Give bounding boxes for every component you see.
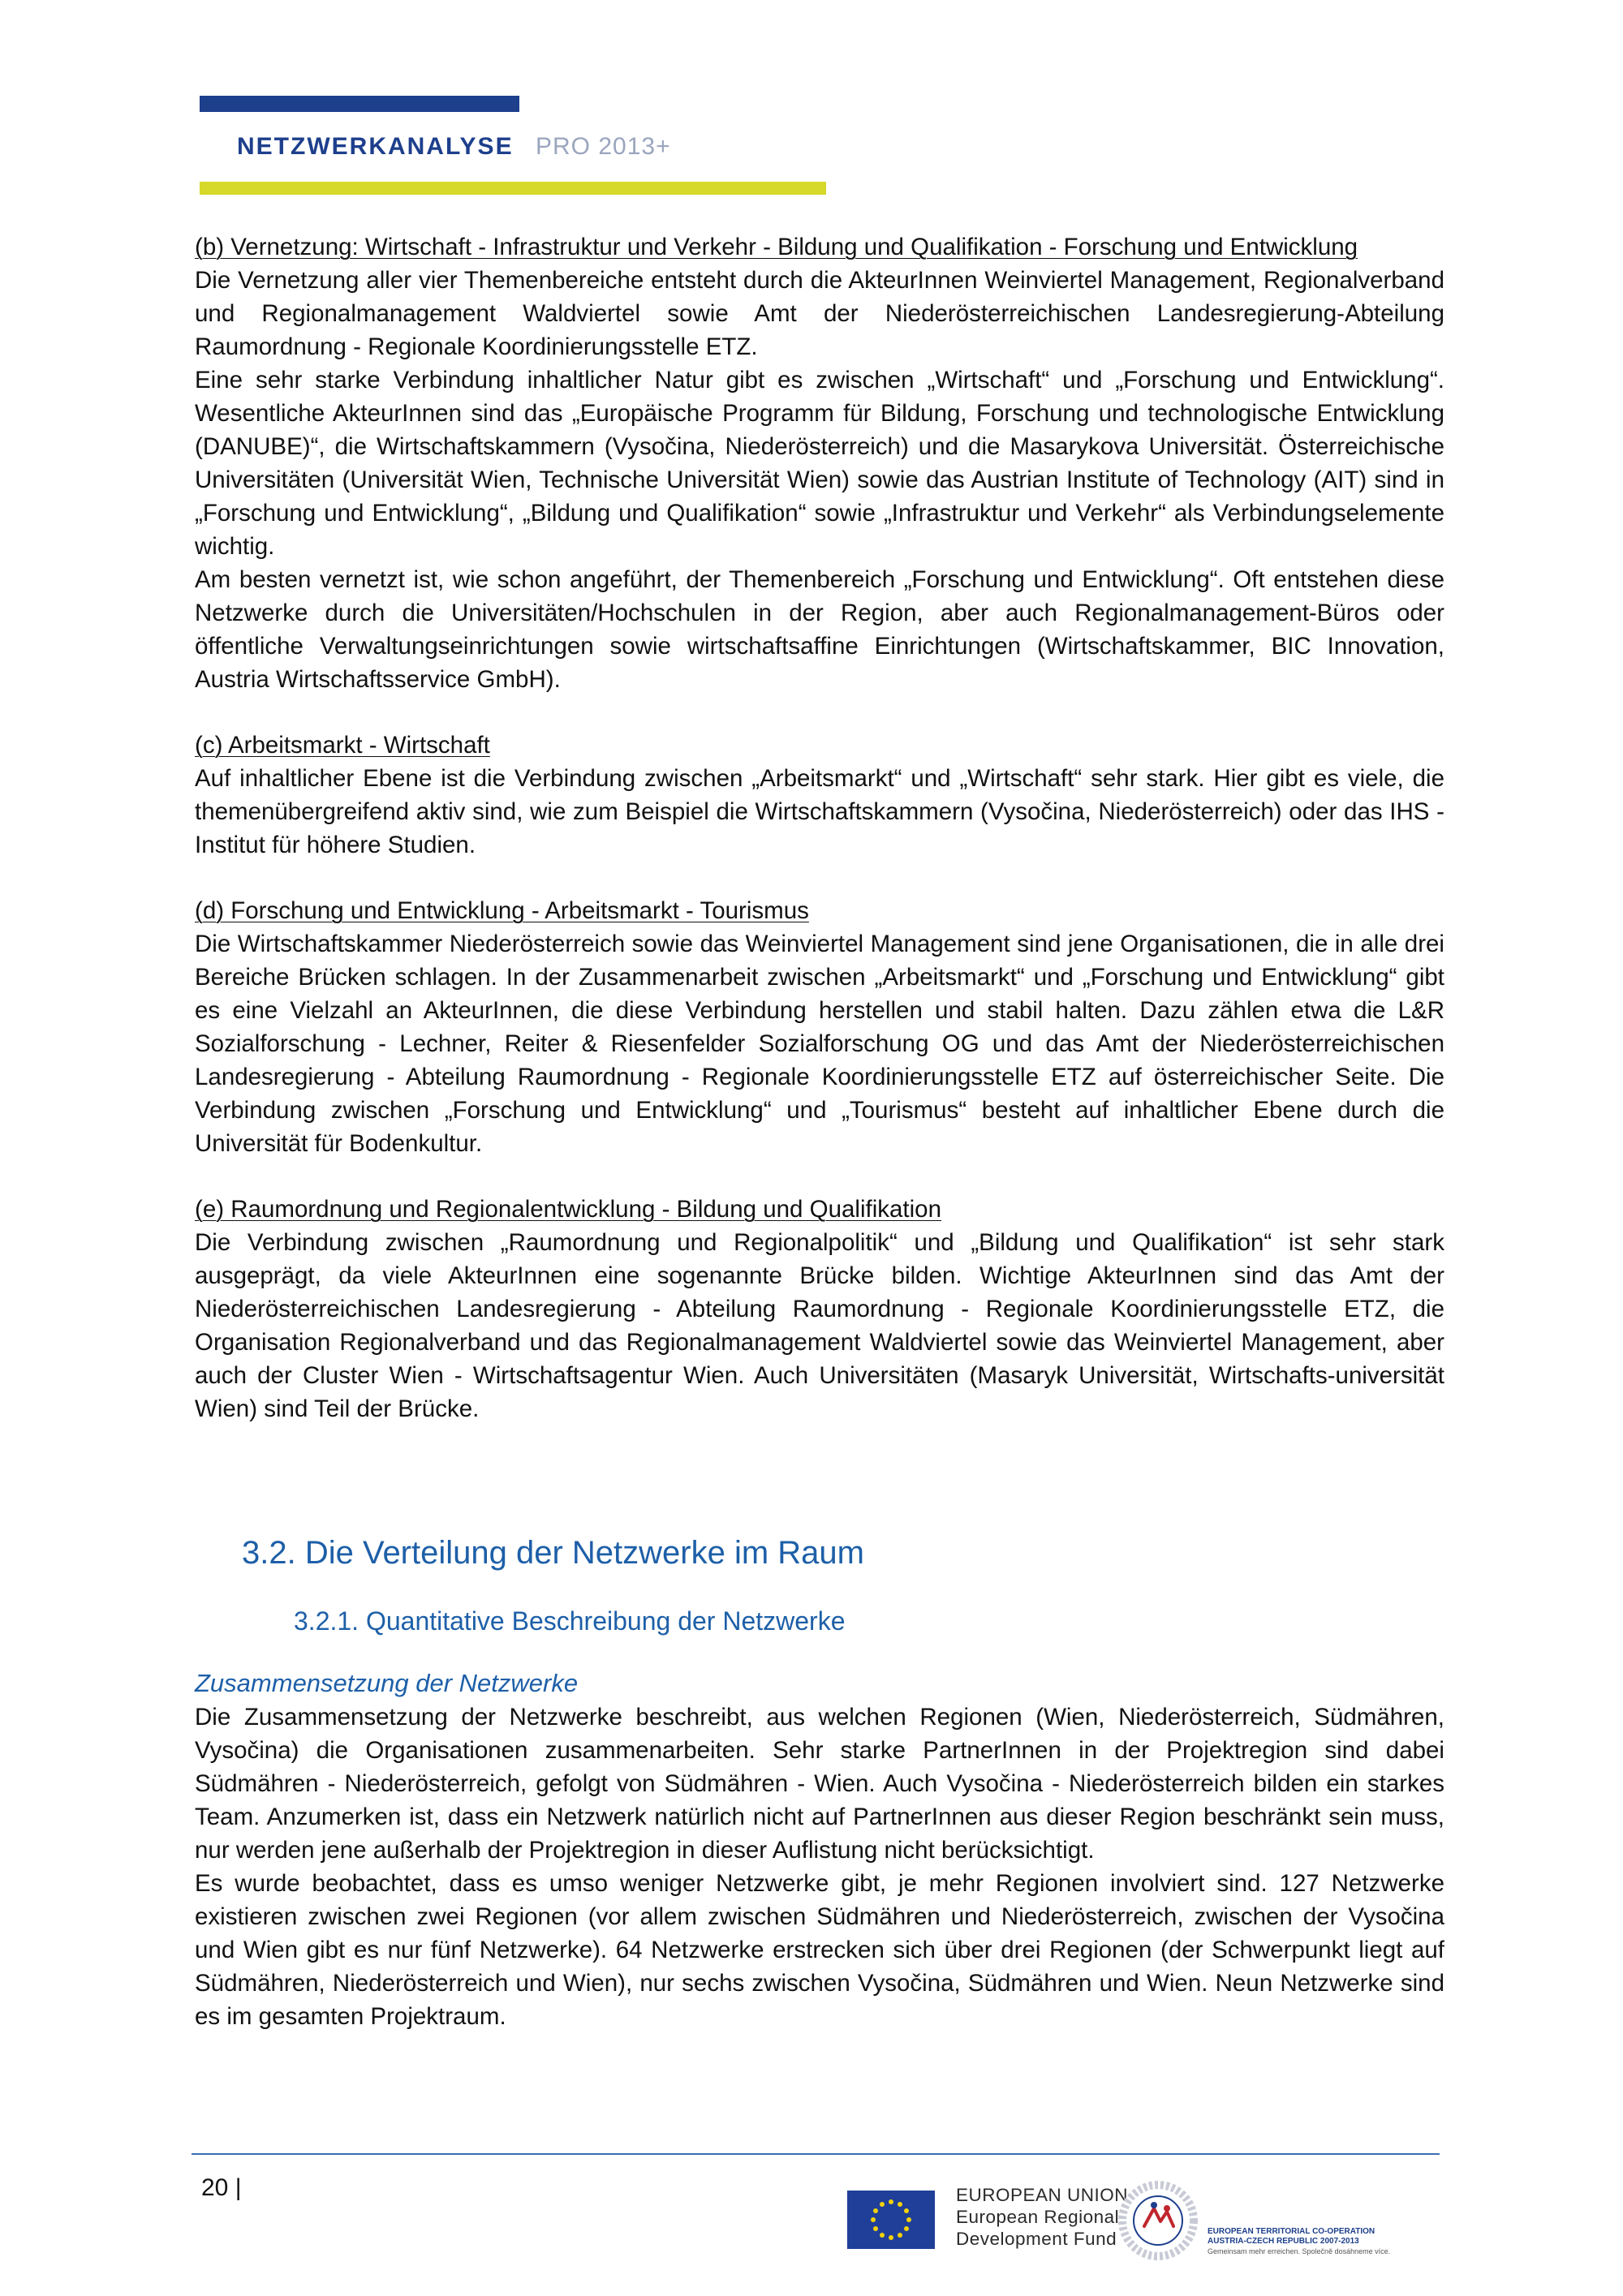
- section-3-2-1-heading: 3.2.1. Quantitative Beschreibung der Netzwerke: [294, 1606, 846, 1636]
- paragraph: Die Verbindung zwischen „Raumordnung und Regionalpolitik“ und „Bildung und Qualifikation“ ist sehr stark ausgeprägt, da viele AkteurInnen eine sogenannte Brücke bilden. Wichtige AkteurInnen sind das Amt der Niederösterreichischen Landesregierung - Abteilung Raumordnung - Regionale Koordinierungsstelle ETZ, die Organisation Regionalverband und das Regionalmanagement Waldviertel sowie das Weinviertel Management, aber auch der Cluster Wien - Wirtschaftsagentur Wien. Auch Universitäten (Masaryk Universität, Wirtschafts-universität Wien) sind Teil der Brücke.: [195, 1229, 1444, 1422]
- topic-heading: Zusammensetzung der Netzwerke: [195, 1669, 579, 1697]
- eu-line: Development Fund: [956, 2229, 1117, 2249]
- header-title: NETZWERKANALYSE: [237, 133, 514, 160]
- eu-line: EUROPEAN UNION: [956, 2185, 1129, 2205]
- document-header: [200, 96, 826, 195]
- header-yellow-bar: [200, 182, 826, 195]
- section-b: [195, 230, 1444, 696]
- paragraph: Die Vernetzung aller vier Themenbereiche entsteht durch die AkteurInnen Weinviertel Management, Regionalverband und Regionalmanagement Waldviertel sowie Amt der Niederösterreichischen Landesregierung-Abteilung Raumordnung - Regionale Koordinierungsstelle ETZ.: [195, 267, 1444, 360]
- section-heading: (c) Arbeitsmarkt - Wirtschaft: [195, 732, 490, 759]
- etc-line: Gemeinsam mehr erreichen. Společně dosáhneme více.: [1208, 2247, 1391, 2255]
- section-heading: (d) Forschung und Entwicklung - Arbeitsmarkt - Tourismus: [195, 897, 809, 924]
- eu-line: European Regional: [956, 2207, 1120, 2227]
- section-3-2-heading: 3.2. Die Verteilung der Netzwerke im Raum: [242, 1535, 864, 1571]
- page-number: 20 |: [201, 2174, 242, 2201]
- paragraph: Eine sehr starke Verbindung inhaltlicher Natur gibt es zwischen „Wirtschaft“ und „Forschung und Entwicklung“. Wesentliche AkteurInnen sind das „Europäische Programm für Bildung, Forschung und technologische Entwicklung (DANUBE)“, die Wirtschaftskammern (Vysočina, Niederösterreich) und die Masarykova Universität. Österreichische Universitäten (Universität Wien, Technische Universität Wien) sowie das Austrian Institute of Technology (AIT) sind in „Forschung und Entwicklung“, „Bildung und Qualifikation“ sowie „Infrastruktur und Verkehr“ als Verbindungselemente wichtig.: [195, 367, 1444, 560]
- paragraph: Am besten vernetzt ist, wie schon angeführt, der Themenbereich „Forschung und Entwicklung“. Oft entstehen diese Netzwerke durch die Universitäten/Hochschulen in der Region, aber auch Regionalmanagement-Büros oder öffentliche Verwaltungseinrichtungen sowie wirtschaftsaffine Einrichtungen (Wirtschaftskammer, BIC Innovation, Austria Wirtschaftsservice GmbH).: [195, 566, 1444, 693]
- etc-cooperation-logo-icon: [1113, 2176, 1203, 2265]
- etc-line: EUROPEAN TERRITORIAL CO-OPERATION: [1208, 2227, 1375, 2236]
- paragraph: Es wurde beobachtet, dass es umso weniger Netzwerke gibt, je mehr Regionen involviert sind. 127 Netzwerke existieren zwischen zwei Regionen (vor allem zwischen Südmähren und Niederösterreich, zwischen der Vysočina und Wien gibt es nur fünf Netzwerke). 64 Netzwerke erstrecken sich über drei Regionen (der Schwerpunkt liegt auf Südmähren, Niederösterreich und Wien), nur sechs zwischen Vysočina, Südmähren und Wien. Neun Netzwerke sind es im gesamten Projektraum.: [195, 1870, 1444, 2030]
- section-heading: (e) Raumordnung und Regionalentwicklung - Bildung und Qualifikation: [195, 1196, 941, 1223]
- paragraph: Die Wirtschaftskammer Niederösterreich sowie das Weinviertel Management sind jene Organisationen, die in alle drei Bereiche Brücken schlagen. In der Zusammenarbeit zwischen „Arbeitsmarkt“ und „Forschung und Entwicklung“ gibt es eine Vielzahl an AkteurInnen, die diese Verbindung herstellen und stabil halten. Dazu zählen etwa die L&R Sozialforschung - Lechner, Reiter & Riesenfelder Sozialforschung OG und das Amt der Niederösterreichischen Landesregierung - Abteilung Raumordnung - Regionale Koordinierungsstelle ETZ auf österreichischer Seite. Die Verbindung zwischen „Forschung und Entwicklung“ und „Tourismus“ besteht auf inhaltlicher Ebene durch die Universität für Bodenkultur.: [195, 931, 1444, 1157]
- main-content: [195, 230, 1444, 1425]
- header-subtitle: PRO 2013+: [536, 133, 671, 160]
- section-3-2-1-body: [195, 1666, 1444, 2033]
- eu-flag-icon: [847, 2191, 935, 2249]
- etc-text: [1208, 2227, 1390, 2256]
- section-d: [195, 894, 1444, 1160]
- section-c: [195, 729, 1444, 862]
- etc-line: AUSTRIA-CZECH REPUBLIC 2007-2013: [1208, 2237, 1359, 2246]
- header-blue-bar: [200, 96, 519, 112]
- section-e: [195, 1193, 1444, 1425]
- footer-divider: [192, 2153, 1440, 2155]
- section-heading: (b) Vernetzung: Wirtschaft - Infrastruktur und Verkehr - Bildung und Qualifikation - Forschung und Entwicklung: [195, 234, 1358, 260]
- paragraph: Die Zusammensetzung der Netzwerke beschreibt, aus welchen Regionen (Wien, Niederösterreich, Südmähren, Vysočina) die Organisationen zusammenarbeiten. Sehr starke PartnerInnen in der Projektregion sind dabei Südmähren - Niederösterreich, gefolgt von Südmähren - Wien. Auch Vysočina - Niederösterreich bilden ein starkes Team. Anzumerken ist, dass ein Netzwerk natürlich nicht auf PartnerInnen aus dieser Region beschränkt sein muss, nur werden jene außerhalb der Projektregion in dieser Auflistung nicht berücksichtigt.: [195, 1704, 1444, 1864]
- paragraph: Auf inhaltlicher Ebene ist die Verbindung zwischen „Arbeitsmarkt“ und „Wirtschaft“ sehr stark. Hier gibt es viele, die themenübergreifend aktiv sind, wie zum Beispiel die Wirtschaftskammern (Vysočina, Niederösterreich) oder das IHS - Institut für höhere Studien.: [195, 765, 1444, 858]
- eu-fund-text: [956, 2184, 1128, 2250]
